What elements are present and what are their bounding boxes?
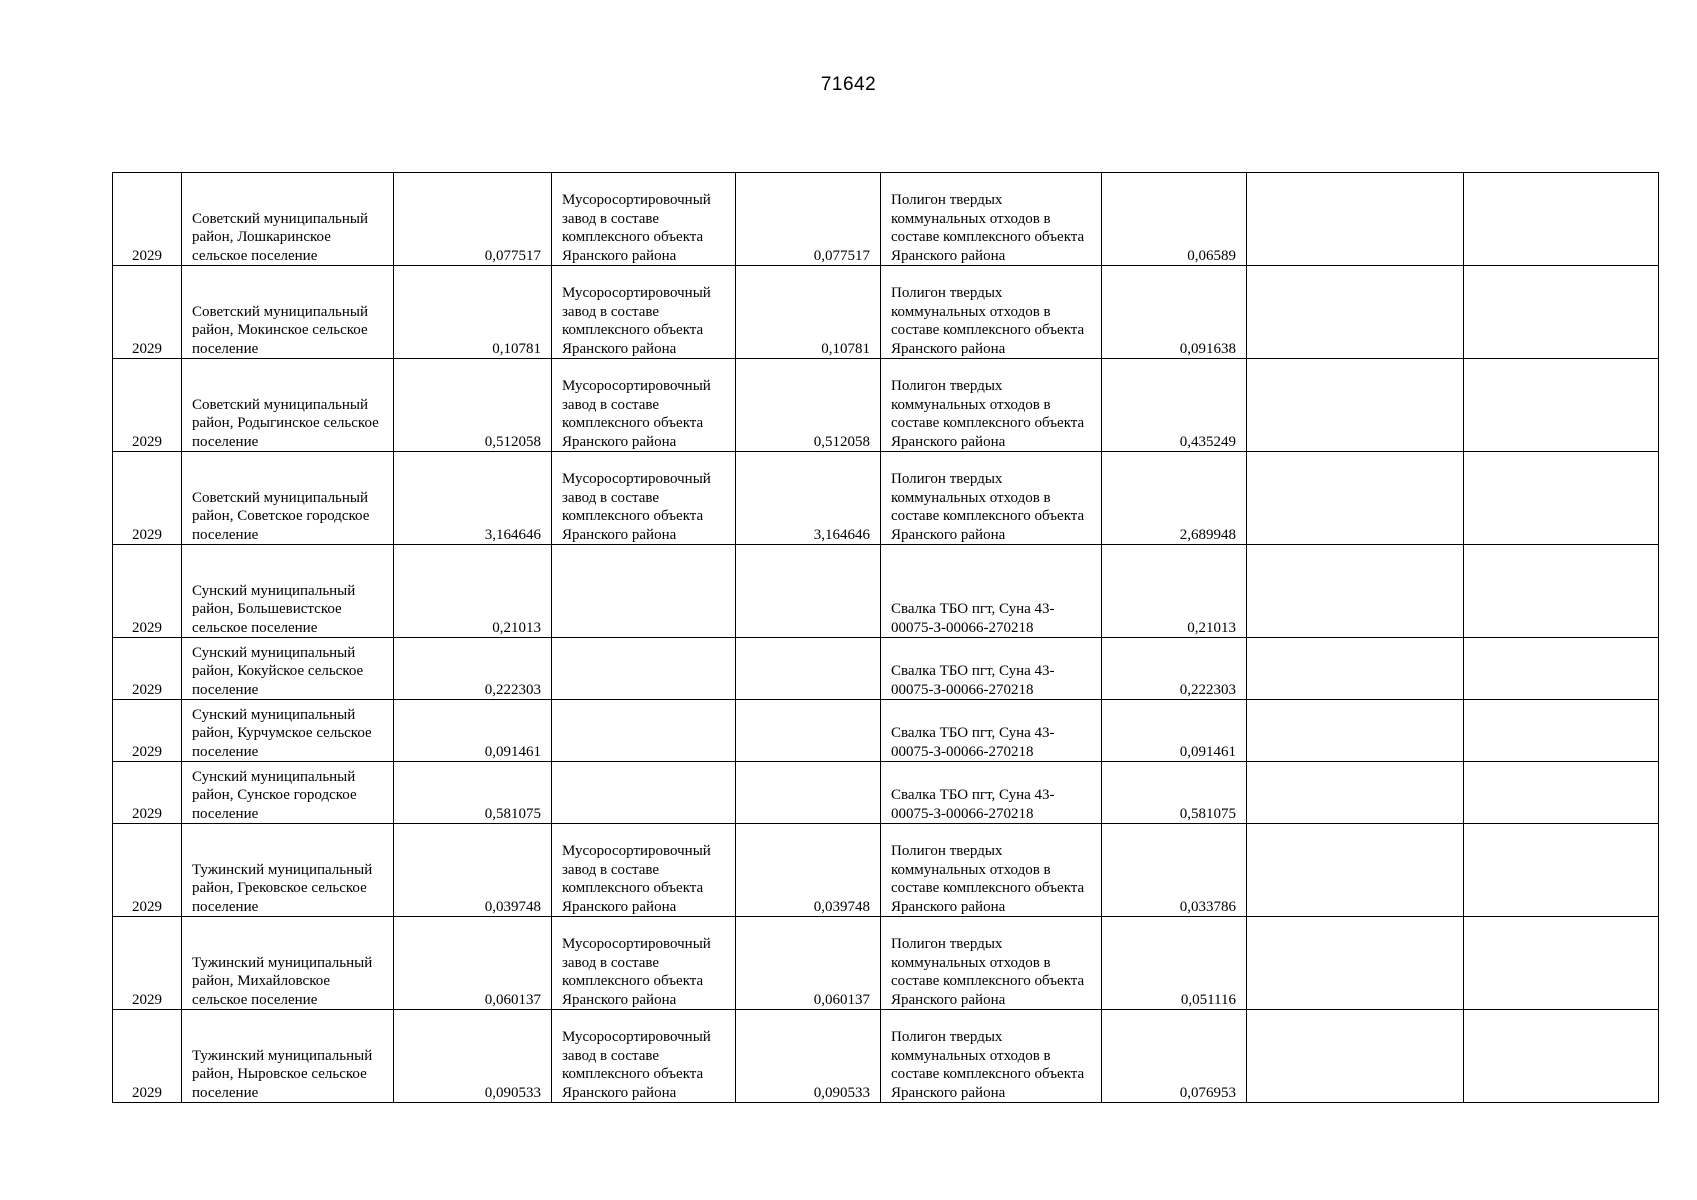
page-number: 71642 [820, 74, 877, 95]
cell-volume: 0,060137 [394, 917, 552, 1010]
cell-extra-1 [1247, 359, 1464, 452]
cell-processing-facility: Мусоросортировочный завод в составе комплексного объекта Яранского района [552, 359, 736, 452]
cell-disposal-facility: Свалка ТБО пгт, Суна 43-00075-З-00066-270218 [881, 762, 1102, 824]
cell-processing-volume: 0,077517 [736, 173, 881, 266]
cell-municipality: Сунский муниципальный район, Курчумское сельское поселение [182, 700, 394, 762]
cell-volume: 0,10781 [394, 266, 552, 359]
cell-processing-facility: Мусоросортировочный завод в составе комплексного объекта Яранского района [552, 452, 736, 545]
cell-processing-volume: 0,090533 [736, 1010, 881, 1103]
cell-disposal-facility: Полигон твердых коммунальных отходов в составе комплексного объекта Яранского района [881, 824, 1102, 917]
cell-processing-volume [736, 762, 881, 824]
table-row [113, 917, 1659, 1010]
cell-processing-facility: Мусоросортировочный завод в составе комплексного объекта Яранского района [552, 824, 736, 917]
cell-volume: 0,091461 [394, 700, 552, 762]
cell-disposal-facility: Полигон твердых коммунальных отходов в составе комплексного объекта Яранского района [881, 359, 1102, 452]
cell-municipality: Советский муниципальный район, Лошкаринское сельское поселение [182, 173, 394, 266]
cell-disposal-volume: 0,091638 [1102, 266, 1247, 359]
waste-flow-table [112, 172, 1659, 1103]
cell-extra-2 [1464, 173, 1659, 266]
cell-processing-volume: 3,164646 [736, 452, 881, 545]
cell-processing-volume: 0,10781 [736, 266, 881, 359]
table-row [113, 266, 1659, 359]
cell-extra-1 [1247, 824, 1464, 917]
cell-year: 2029 [113, 173, 182, 266]
cell-municipality: Сунский муниципальный район, Большевистское сельское поселение [182, 545, 394, 638]
table-row [113, 452, 1659, 545]
cell-volume: 0,512058 [394, 359, 552, 452]
cell-year: 2029 [113, 545, 182, 638]
cell-year: 2029 [113, 452, 182, 545]
table-row [113, 545, 1659, 638]
table-row [113, 359, 1659, 452]
cell-disposal-volume: 0,581075 [1102, 762, 1247, 824]
cell-processing-facility: Мусоросортировочный завод в составе комплексного объекта Яранского района [552, 917, 736, 1010]
cell-extra-2 [1464, 917, 1659, 1010]
cell-volume: 3,164646 [394, 452, 552, 545]
cell-processing-facility: Мусоросортировочный завод в составе комплексного объекта Яранского района [552, 1010, 736, 1103]
cell-extra-1 [1247, 545, 1464, 638]
cell-disposal-facility: Свалка ТБО пгт, Суна 43-00075-З-00066-270218 [881, 545, 1102, 638]
cell-municipality: Советский муниципальный район, Мокинское сельское поселение [182, 266, 394, 359]
cell-processing-facility [552, 638, 736, 700]
cell-disposal-volume: 0,033786 [1102, 824, 1247, 917]
cell-processing-facility: Мусоросортировочный завод в составе комплексного объекта Яранского района [552, 266, 736, 359]
cell-extra-2 [1464, 359, 1659, 452]
cell-extra-2 [1464, 1010, 1659, 1103]
cell-disposal-volume: 0,06589 [1102, 173, 1247, 266]
cell-volume: 0,077517 [394, 173, 552, 266]
cell-processing-volume [736, 545, 881, 638]
cell-year: 2029 [113, 1010, 182, 1103]
cell-processing-facility [552, 700, 736, 762]
cell-disposal-volume: 2,689948 [1102, 452, 1247, 545]
cell-extra-2 [1464, 824, 1659, 917]
cell-extra-1 [1247, 452, 1464, 545]
cell-disposal-volume: 0,051116 [1102, 917, 1247, 1010]
cell-volume: 0,222303 [394, 638, 552, 700]
cell-disposal-volume: 0,21013 [1102, 545, 1247, 638]
cell-disposal-facility: Полигон твердых коммунальных отходов в составе комплексного объекта Яранского района [881, 452, 1102, 545]
cell-extra-2 [1464, 762, 1659, 824]
cell-disposal-facility: Полигон твердых коммунальных отходов в составе комплексного объекта Яранского района [881, 917, 1102, 1010]
cell-extra-1 [1247, 266, 1464, 359]
cell-volume: 0,039748 [394, 824, 552, 917]
table-row [113, 762, 1659, 824]
cell-municipality: Советский муниципальный район, Родыгинское сельское поселение [182, 359, 394, 452]
cell-year: 2029 [113, 762, 182, 824]
cell-year: 2029 [113, 917, 182, 1010]
cell-year: 2029 [113, 638, 182, 700]
cell-year: 2029 [113, 824, 182, 917]
cell-extra-1 [1247, 173, 1464, 266]
cell-year: 2029 [113, 359, 182, 452]
cell-extra-2 [1464, 266, 1659, 359]
table-row [113, 1010, 1659, 1103]
cell-municipality: Сунский муниципальный район, Сунское городское поселение [182, 762, 394, 824]
cell-municipality: Тужинский муниципальный район, Грековское сельское поселение [182, 824, 394, 917]
cell-extra-1 [1247, 700, 1464, 762]
cell-disposal-volume: 0,435249 [1102, 359, 1247, 452]
cell-processing-volume: 0,512058 [736, 359, 881, 452]
cell-disposal-facility: Полигон твердых коммунальных отходов в составе комплексного объекта Яранского района [881, 173, 1102, 266]
cell-extra-1 [1247, 638, 1464, 700]
cell-disposal-facility: Полигон твердых коммунальных отходов в составе комплексного объекта Яранского района [881, 266, 1102, 359]
table-row [113, 638, 1659, 700]
cell-processing-facility: Мусоросортировочный завод в составе комплексного объекта Яранского района [552, 173, 736, 266]
cell-processing-volume [736, 700, 881, 762]
cell-extra-2 [1464, 700, 1659, 762]
cell-municipality: Тужинский муниципальный район, Ныровское сельское поселение [182, 1010, 394, 1103]
cell-extra-1 [1247, 917, 1464, 1010]
cell-municipality: Советский муниципальный район, Советское городское поселение [182, 452, 394, 545]
cell-extra-2 [1464, 638, 1659, 700]
cell-disposal-facility: Свалка ТБО пгт, Суна 43-00075-З-00066-270218 [881, 700, 1102, 762]
cell-processing-volume: 0,060137 [736, 917, 881, 1010]
table-row [113, 173, 1659, 266]
table-row [113, 824, 1659, 917]
cell-volume: 0,21013 [394, 545, 552, 638]
cell-year: 2029 [113, 266, 182, 359]
cell-extra-1 [1247, 1010, 1464, 1103]
cell-volume: 0,090533 [394, 1010, 552, 1103]
cell-extra-2 [1464, 452, 1659, 545]
cell-processing-facility [552, 545, 736, 638]
cell-year: 2029 [113, 700, 182, 762]
table-row [113, 700, 1659, 762]
cell-processing-facility [552, 762, 736, 824]
cell-extra-2 [1464, 545, 1659, 638]
cell-disposal-facility: Полигон твердых коммунальных отходов в составе комплексного объекта Яранского района [881, 1010, 1102, 1103]
cell-municipality: Тужинский муниципальный район, Михайловское сельское поселение [182, 917, 394, 1010]
cell-disposal-volume: 0,076953 [1102, 1010, 1247, 1103]
cell-disposal-volume: 0,091461 [1102, 700, 1247, 762]
cell-disposal-facility: Свалка ТБО пгт, Суна 43-00075-З-00066-270218 [881, 638, 1102, 700]
cell-extra-1 [1247, 762, 1464, 824]
cell-processing-volume: 0,039748 [736, 824, 881, 917]
cell-volume: 0,581075 [394, 762, 552, 824]
cell-municipality: Сунский муниципальный район, Кокуйское сельское поселение [182, 638, 394, 700]
cell-processing-volume [736, 638, 881, 700]
cell-disposal-volume: 0,222303 [1102, 638, 1247, 700]
